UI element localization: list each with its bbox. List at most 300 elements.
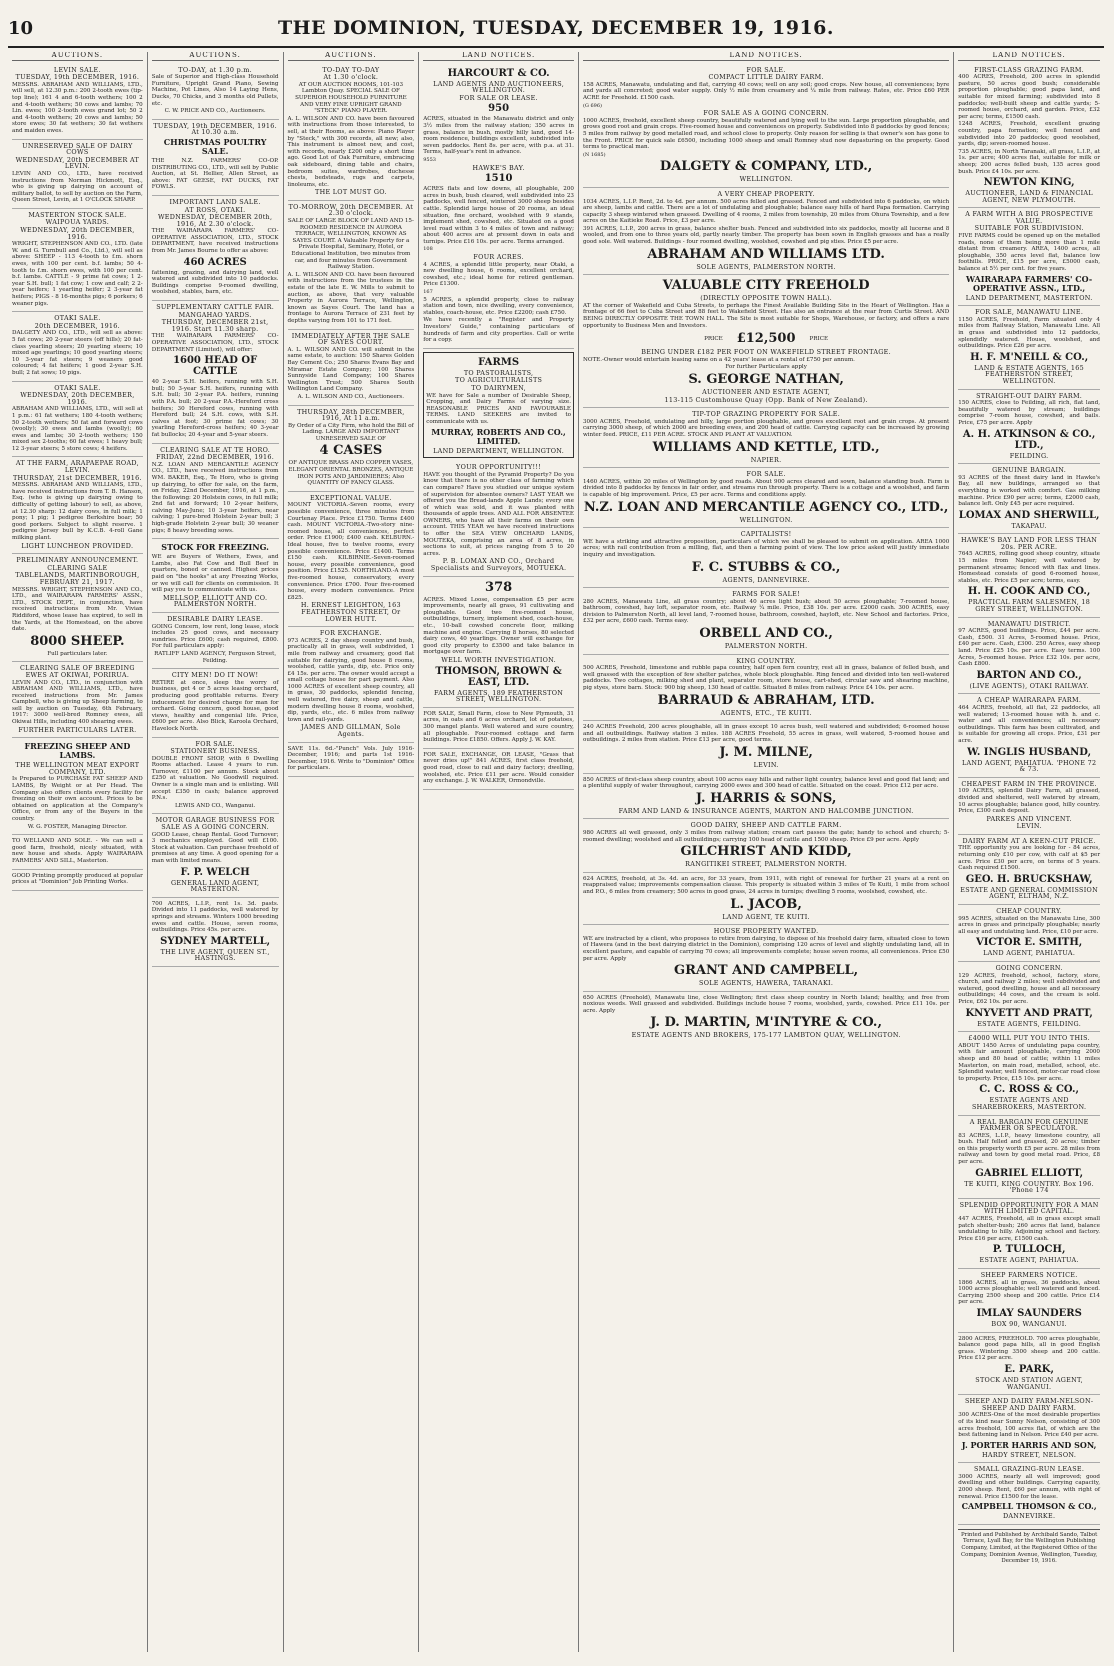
advert-title: A CHEAP WAIRARAPA FARM. xyxy=(977,696,1082,705)
advert-firm-sub: LEVIN. xyxy=(753,761,779,769)
advert-acres: 378 xyxy=(485,579,513,595)
advert-firm: J. PORTER HARRIS AND SON, xyxy=(961,1439,1097,1450)
advert-firm: N.Z. LOAN AND MERCANTILE AGENCY CO., LTD., xyxy=(583,499,949,515)
advert-title: YOUR OPPORTUNITY!!! xyxy=(456,463,542,472)
advert-title: STRAIGHT-OUT DAIRY FARM. xyxy=(976,391,1083,400)
advert-title: SUPPLEMENTARY CATTLE FAIR. xyxy=(156,303,275,312)
advert-body: 129 ACRES, freehold, school, factory, store, church, and railway 2 miles; well subdivided and watered, good dwelling, house and all necessary outbuildings; 44 cows, and the cream is sold. Price, £62 10s. per acre. xyxy=(958,972,1100,1005)
column-heading: LAND NOTICES. xyxy=(958,52,1100,61)
advert-small-farm xyxy=(12,835,143,869)
advert-firm: GRANT AND CAMPBELL, xyxy=(674,963,859,979)
advert-body: 150 ACRES, close to Feilding, all rich, flat land, beautifully watered by stream; buildings comprise 7-room house, cowshed, and bails. Price, £75 per acre. Apply xyxy=(958,400,1100,426)
advert-tail: Full particulars later. xyxy=(47,650,108,657)
advert-subtitle: SUITABLE FOR SUBDIVISION. xyxy=(974,224,1084,233)
advert-barraud xyxy=(583,655,949,722)
advert-firm: CAMPBELL THOMSON & CO., xyxy=(961,1501,1097,1512)
advert-firm-sub: LAND & ESTATE AGENTS, 165 FEATHERSTON STREET, WELLINGTON. xyxy=(974,363,1084,385)
advert-firm-sub: HARDY STREET, NELSON. xyxy=(982,1450,1077,1459)
advert-body: 735 ACRES, in North Taranaki, all grass, L.I.P., at 1s. per acre; 400 acres flat, suitable for milk or sheep; 200 acres felled bush, 135 acres good bush. Price £4 10s. per acre. xyxy=(958,148,1100,175)
advert-freezing xyxy=(12,738,143,835)
advert-note: NOTE.-Owner would entertain leasing same on a 42 years' lease at a rental of £750 per annum. xyxy=(582,356,855,363)
advert-arapaepae-farm xyxy=(12,457,143,554)
advert-body: 109 ACRES, splendid Dairy Farm, all grassed, divided and sheltered, well watered by stream, 10 acres ploughable; balance good, hilly country. Price, £300 cash deposit. xyxy=(958,788,1100,815)
advert-tulloch xyxy=(958,1199,1100,1269)
advert-masterton-stock xyxy=(12,209,143,312)
advert-title: WELL WORTH INVESTIGATION. xyxy=(441,655,557,664)
advert-firm: GILCHRIST AND KIDD, xyxy=(680,844,852,860)
price-value: £12,500 xyxy=(736,331,796,347)
advert-body: MESSRS. WRIGHT, STEPHENSON AND CO., LTD., and WAIRARAPA FARMERS' ASSN., LTD., STOCK DEPT., in conjunction, have received instructions from Mr. Vivian Riddiford, whose lease has expired, to sell in the Yards, at the Homestead, on the above date. xyxy=(12,586,143,633)
advert-milne xyxy=(583,721,949,773)
advert-shares xyxy=(288,330,415,406)
advert-firm-sub: LEVIN. xyxy=(1016,822,1042,831)
advert-body: 7645 ACRES, rolling good sheep country, situate 15 miles from Napier; well watered by permanent streams; fenced with flax and lines. Homestead consists of good 6-roomed house, stables, etc. Price £5 per acre; terms, easy. xyxy=(958,551,1100,584)
advert-body: DOUBLE FRONT SHOP, with 6 Dwelling Rooms attached. Lease 4 years to run. Turnover, £1100 per annum. Stock about £250 at valuation. No Goodwill required. Owner is a single man and is enlisting. Will accept £350 in cash; balance approved P.N.s. xyxy=(151,755,279,802)
advert-body: 240 ACRES Freehold, 200 acres ploughable, all in grass except 10 acres bush, well watered and subdivided; 6-roomed house and all outbuildings. Railway station 3 miles. 188 ACRES Freehold, 55 acres in grass, well watered, 5-roomed house and outbuildings. 2 miles from station. Price £13 per acre, good terms. xyxy=(582,724,950,744)
advert-body: DALGETY AND CO., LTD., will sell as above: 5 fat cows; 20 2-year steers (off hills); 20 fat-class yearling steers; 20 yearling steers; 10 mixed age yearlings; 10 good yearling steers; 10 3-year fat steers; 9 weaners good coloured; 4 fat heifers; 1 good 2-year S.H. bull; 2 fat sows; 10 pigs. xyxy=(12,330,143,376)
advert-body: 980 ACRES all well grassed, only 3 miles from railway station; cream cart passes the gate; handy to school and church; 5-roomed dwelling; woolshed and all outbuildings; carrying 100 head of cattle and 1500 sheep. Price £9 per acre. Apply xyxy=(582,829,950,843)
advert-date: THURSDAY, 28th DECEMBER, 1916, At 11 a.m. xyxy=(297,407,405,423)
advert-firm: H. F. M'NEILL & CO., xyxy=(970,351,1089,363)
advert-title: A VERY CHEAP PROPERTY. xyxy=(717,189,815,198)
advert-date: WEDNESDAY, 20th DECEMBER, 1916. xyxy=(20,391,135,406)
advert-headline: 4 CASES xyxy=(319,443,383,459)
advert-firm-sub: RANGITIKEI STREET, PALMERSTON NORTH. xyxy=(685,860,848,869)
advert-firm-sub: GENERAL LAND AGENT, MASTERTON. xyxy=(170,878,260,894)
advert-firm-address: 113-115 Customhouse Quay (Opp. Bank of New Zealand). xyxy=(664,395,868,404)
advert-title: A FARM WITH A BIG PROSPECTIVE VALUE. xyxy=(965,210,1094,225)
advert-firm-sub: FARM AND LAND & INSURANCE AGENTS, MARTON AND HALCOMBE JUNCTION. xyxy=(618,806,914,815)
advert-title: FOR SALE OR LEASE. xyxy=(459,93,538,102)
advert-antique-cases xyxy=(288,406,415,492)
advert-firm: DALGETY & COMPANY, LTD., xyxy=(659,159,873,175)
advert-title: AT THE FARM, ARAPAEPAE ROAD, LEVIN. xyxy=(15,459,139,475)
advert-rate: BEING UNDER £182 PER FOOT ON WAKEFIELD STREET FRONTAGE. xyxy=(641,348,891,357)
advert-firm-sub: (LIVE AGENTS), OTAKI RAILWAY. xyxy=(969,681,1089,690)
column-auctions-2 xyxy=(148,52,284,1652)
advert-firm-sub: NAPIER. xyxy=(750,455,782,464)
advert-household-sale xyxy=(152,64,279,120)
advert-firm-sub: ESTATE AGENTS, FEILDING. xyxy=(977,1019,1082,1028)
advert-signature: A. L. WILSON AND CO., Auctioneers. xyxy=(297,393,405,400)
advert-knyvett-pratt xyxy=(958,962,1100,1032)
advert-body: 1034 ACRES, L.I.P. Rent, 2d. to 4d. per annum. 500 acres felled and grassed. Fenced and subdivided into 6 paddocks, on which are sheep, lambs and cattle. There are a lot of undulating and ploughable; balance easy hills of hard Papa formation. Carrying capacity 3 sheep wintered when grassed. Dwelling of 4 rooms, 2 miles from township, 20 miles from Ohura Township, and a few acres on the Kaitieke Road. Price, £3 per acre. xyxy=(582,198,950,225)
advert-body: WE have for Sale a number of Desirable Sheep, Cropping, and Dairy Farms of varying size. REASONABLE PRICES AND FAVOURABLE TERMS. LAND SEEKERS are invited to communicate with us. xyxy=(426,392,571,425)
advert-body: 624 ACRES, freehold, at 3s. 4d. an acre, for 33 years, from 1911, with right of renewal for further 21 years at a rent on reappraised value; improvements compensation clause. This property is situated within 3 miles of Te Kuiti, 1 mile from school and P.O., 6 miles from creamery; 500 acres in good grass, 24 acres in turnips; dwelling 5 rooms, woolshed, cowshed, etc. xyxy=(582,875,950,895)
advert-stock-freezing xyxy=(152,539,279,613)
advert-otaki-abraham xyxy=(12,382,143,458)
advert-jacob xyxy=(583,873,949,925)
advert-title: CLEARING SALE AT TE HORO. xyxy=(160,445,271,454)
advert-firm: J. D. MARTIN, M'INTYRE & CO., xyxy=(650,1015,882,1031)
advert-title: CHEAP COUNTRY. xyxy=(996,907,1062,916)
advert-firm: C. C. ROSS & CO., xyxy=(979,1084,1080,1096)
advert-firm-sub: THE LIVE AGENT, QUEEN ST., HASTINGS. xyxy=(160,947,270,963)
advert-title: CITY MEN! DO IT NOW! xyxy=(171,671,259,680)
advert-title: FOR SALE. xyxy=(195,739,235,748)
advert-firm: H. H. COOK AND CO., xyxy=(967,586,1091,598)
advert-body: ACRES flats and low downs, all ploughable, 200 acres in bush, bush cleared, well subdivided into 23 paddocks, well fenced, wintered 3000 sheep besides cattle. Splendid large house of 20 rooms, an ideal situation, fine orchard, woolshed with 9 stands, implement shed, cowshed, etc. Situated on a good level road within 3 to 4 miles of town and railway; about 400 acres are at present down in oats and turnips. Price £16 10s. per acre. Terms arranged. xyxy=(423,186,574,245)
advert-firm-sub: BOX 90, WANGANUI. xyxy=(991,1319,1067,1328)
advert-stationery xyxy=(152,738,279,815)
advert-firm-sub: TAKAPAU. xyxy=(1011,521,1047,530)
advert-subtitle: CLEARING SALE xyxy=(47,563,108,572)
advert-body: SAVE 11s. 6d.-"Punch" Vols. July 1916-December, 1916; and parts 1st 1916-December, 1916. Write to "Dominion" Office for particulars. xyxy=(287,745,415,772)
advert-body: FIVE FARMS could be opened up on the metalled roads, none of them being more than 1 mile distant from creamery. AREA, 1400 acres, all ploughable, 350 acres level flat, balance low foothills. PRICE, £15 per acre, £5000 cash, balance at 5½ per cent. for five years. xyxy=(958,233,1100,273)
advert-piano-sale xyxy=(288,64,415,201)
advert-te-horo xyxy=(152,444,279,540)
advert-tail: FURTHER PARTICULARS LATER. xyxy=(18,725,137,734)
advert-firm-sub: DANNEVIRKE. xyxy=(1002,1512,1056,1521)
advert-date: TUESDAY, 19th DECEMBER, 1916. At 10.30 a.m. xyxy=(153,121,277,137)
advert-body: HAVE you thought of the Pyramid Property? Do you know that there is no other class of farming which can compare? Have you studied our unique system of supervision for absentee owners? LAST YEAR we offered you the Bread-lands Apple Lands; every one of which was sold, and it was planted with thousands of apple trees. AND ALL FOR ABSENTEE OWNERS, who have all their farms on their own account. THIS YEAR we have received instructions to offer the SEA VIEW ORCHARD LANDS, MOUTEKA, comprising an area of 8 acres, in sections to suit, at prices ranging from 5 to 20 acres. xyxy=(423,471,574,557)
advert-lead: AT OUR AUCTION ROOMS, 101-103 Lambton Quay. SPECIAL SALE OF SUPERIOR HOUSEHOLD FURNITURE AND VERY FINE UPRIGHT GRAND "STECK" PIANO PLAYER. xyxy=(295,81,407,115)
advert-title: SMALL GRAZING-RUN LEASE. xyxy=(974,1465,1085,1474)
advert-tail: 40 2-year S.H. heifers, running with S.H. bull; 50 3-year S.H. heifers, running with S.H. bull; 30 2-year P.A. heifers, running with P.A. bull; 20 2-year P.A.-Hereford cross heifers; 30 Hereford cows, running with Hereford bull; 24 S.H. cows, with S.H. calves at foot; 30 prime fat cows; 30 yearling Hereford-cross heifers; 40 3-year fat bullocks; 20 4-year and 5-year steers. xyxy=(151,379,279,438)
advert-williams-kettle xyxy=(583,408,949,468)
advert-body: 5 ACRES, a splendid property, close to railway station and town, nice dwelling, every convenience, stables, coach-house, etc. Price £2200; cash £750. xyxy=(423,296,574,316)
advert-body: 280 ACRES, Manawatu Line, all grass country; about 40 acres light bush; about 50 acres ploughable; 7-roomed house, bathroom, cowshed, hay loft, separator room, etc. Railway ¼ mile. Price, £38 10s. per acre. £2000 cash. 300 ACRES, easy division to Palmerston North, all level land, 7-roomed house, bathroom, cowshed, hayloft, etc. New School and factories. Price, £32 per acre, £600 cash. Terms easy. xyxy=(582,598,950,625)
advert-motor-garage xyxy=(152,814,279,897)
advert-ref: 108 xyxy=(423,246,433,253)
advert-firm-sub: LAND DEPARTMENT, WELLINGTON. xyxy=(433,446,565,455)
advert-atkinson xyxy=(958,390,1100,465)
advert-levin-sale xyxy=(12,64,143,140)
advert-body: LEVIN AND CO., LTD., in conjunction with ABRAHAM AND WILLIAMS, LTD., have received instructions from Mr. James Campbell, who is giving up Sheep farming, to sell by auction on Tuesday, 6th February, 1917: 3000 well-bred Romney ewes, all Okiwai Hills, including 400 shearing ewes. xyxy=(12,679,143,726)
advert-headline: CHRISTMAS POULTRY SALE. xyxy=(163,136,267,156)
advert-title: SPLENDID OPPORTUNITY FOR A MAN WITH LIMITED CAPITAL. xyxy=(959,1200,1099,1216)
advert-body: A. L. WILSON AND CO. have been favoured with instructions from those interested, to sell, at their Rooms, as above: Piano Player by "Steck," with 300 records, all new; also, This instrument is almost new, and cost, with records, nearly £200 only a short time ago. Good Lot of Oak Furniture, embracing oak sideboard, dining table and chairs, bedroom suites, wardrobes, duchesse chests, bedsteads, rugs and carpets, linoleums, etc. xyxy=(287,115,415,188)
advert-signature: W. G. FOSTER, Managing Director. xyxy=(27,823,127,830)
advert-body: 4 ACRES, a splendid little property, near Otaki, a new dwelling house, 6 rooms, excellent orchard, cowshed, etc.; ideal home for retired gentleman. Price £1300. xyxy=(423,261,574,288)
advert-subtitle: (DIRECTLY OPPOSITE TOWN HALL). xyxy=(700,294,832,303)
advert-firm: BARRAUD & ABRAHAM, LTD. xyxy=(657,692,875,708)
advert-firm: J. M. MILNE, xyxy=(719,745,813,760)
advert-body: 391 ACRES, L.I.P., 200 acres in grass, balance shelter bush. Fenced and subdivided into six paddocks, mostly all lucerne and 8 wooled, and from one to three years old, partly nearly timber. The property has been sown in English grasses and has a really good sole. Well watered. Buildings - four roomed dwelling, woolshed, cowshed and pig sties. Price £5 per acre. xyxy=(582,225,950,246)
advert-signature: C. W. PRICE AND CO., Auctioneers. xyxy=(164,108,266,115)
advert-body: OF ANTIQUE BRASS AND COPPER VASES, ELEGANT ORIENTAL BRONZES, ANTIQUE IRON POTS AND JARDINIERES; Also QUANTITY OF FANCY GLASS. xyxy=(288,460,414,487)
advert-body: 973 ACRES, 2 day sheep country and bush, practically all in grass, well subdivided, 1 mile from railway and creamery, good flat suitable for dairying, good house 8 rooms, woolshed, cattle yards, dip, etc. Price only £4 15s. per acre. The owner would accept a small cottage house for part payment. Also 1000 ACRES of excellent sheep country, all in grass, 30 paddocks, splendid fencing, well watered, five dairy, sheep and cattle, modern dwelling house 8 rooms, woolshed, dip, yards, etc., etc. 6 miles from railway town and rail-yards. xyxy=(287,637,415,723)
advert-harcourt xyxy=(423,64,574,349)
advert-signature: JAMES AND GILLMAN, Sole Agents. xyxy=(301,723,401,739)
advert-date: TUESDAY, 19th DECEMBER, 1916. xyxy=(15,73,140,82)
advert-body: 158 ACRES, Manawatu, undulating and flat, carrying 40 cows; well on any soil; good crops. New house, all conveniences; byre and yards all concreted; good water supply. Only ½ mile from creamery and ¼ mile from railway. Rates, etc. Price £60 PER ACRE for Freehold. £1500 cash. xyxy=(582,81,950,101)
advert-gabriel-elliott xyxy=(958,1116,1100,1199)
advert-line: TO AGRICULTURALISTS xyxy=(455,376,543,385)
advert-city-freehold xyxy=(583,275,949,408)
price-label: PRICE xyxy=(704,335,723,342)
advert-firm: IMLAY SAUNDERS xyxy=(976,1307,1082,1319)
advert-firm: WILLIAMS AND KETTLE, LTD., xyxy=(652,439,880,455)
masthead xyxy=(8,14,1104,48)
advert-title: DAIRY FARM AT A KEEN-CUT PRICE. xyxy=(962,836,1096,845)
advert-signature: P. B. LOMAX AND CO., Orchard Specialists and Surveyors, MOTUEKA. xyxy=(430,557,567,573)
advert-body: 1248 ACRES, Freehold, excellent grazing country, papa formation; well fenced and subdivided into 20 paddocks; good woolshed, yards, dip; seven-roomed house. xyxy=(958,121,1100,148)
advert-title: SHEEP AND DAIRY FARM-NELSON-SHEEP AND DAIRY FARM. xyxy=(964,1397,1094,1412)
advert-body: 850 ACRES of first-class sheep country, about 100 acres easy hills and rather light country, balance level and good flat land; and a plentiful supply of water throughout, carrying 2000 ewes and 300 head of cattle. Situated on the coast. Price £12 per acre. xyxy=(582,776,950,790)
advert-title: SHEEP FARMERS NOTICE. xyxy=(980,1271,1078,1279)
advert-otaki-dalgety xyxy=(12,312,143,381)
advert-acres: 950 xyxy=(488,103,510,115)
advert-cook xyxy=(958,534,1100,617)
advert-firm: E. PARK, xyxy=(1004,1363,1054,1375)
advert-body: 700 ACRES, L.I.P., rent 1s. 3d. pasts. Divided into 11 paddocks, well watered by springs and streams. Winters 1000 breeding ewes and cattle. House, seven rooms, outbuildings. Price 45s. per acre. xyxy=(151,900,279,934)
advert-title: HAWKE'S BAY. xyxy=(472,163,525,172)
advert-signature: MELLSOP, ELLIOTT AND CO. PALMERSTON NORTH. xyxy=(162,593,268,609)
advert-title: GOING CONCERN. xyxy=(995,964,1063,972)
advert-body: 83 ACRES, L.I.P., heavy limestone country, all bush. Half felled and grassed, 20 acres; timber on this property worth £5 per acre. 28 miles from railway and town by good metal road. Price, £8 per acre. xyxy=(958,1132,1100,1166)
advert-title: STOCK FOR FREEZING. xyxy=(161,542,269,553)
advert-title: IMPORTANT LAND SALE. xyxy=(169,197,261,206)
column-heading: LAND NOTICES. xyxy=(583,52,949,61)
advert-title: KING COUNTRY. xyxy=(736,656,796,665)
advert-bruckshaw xyxy=(958,835,1100,905)
advert-firm: GABRIEL ELLIOTT, xyxy=(975,1167,1084,1179)
advert-subtitle: At 1.30 o'clock. xyxy=(323,73,379,82)
advert-body: 3000 ACRES, Freehold, undulating and hilly, large portion ploughable, and grows excellent root and grain crops. At present carrying 3000 sheep, of which 2000 are breeding ewes, and 200 head of cattle. Carrying capacity can be increased by growing winter feed. PRICE, £11 PER ACRE. STOCK AND PLANT AT VALUATION. xyxy=(582,418,950,438)
column-land-notices-1 xyxy=(419,52,579,1652)
advert-title: IMMEDIATELY AFTER THE SALE OF SAYES COURT. xyxy=(291,331,410,347)
advert-title: FOR SALE, MANAWATU LINE. xyxy=(975,308,1084,317)
advert-body: WE are Buyers of Wethers, Ewes, and Lambs, also Fat Cow and Bull Beef in quarters, boned or canned. Highest prices paid on "the hooks" at any Freezing Works, or we will call for clients on commission. It will pay you to communicate with us. xyxy=(151,554,279,594)
advert-firm: W. INGLIS HUSBAND, xyxy=(967,746,1092,758)
advert-body: 93 ACRES of the finest dairy land in Hawke's Bay, all new buildings, arranged so that everything is worked with comfort. Gas milking machine. Price £90 per acre; terms, £2000 cash, balance left. Only £45 per acre required. xyxy=(958,474,1100,508)
advert-date: 20th DECEMBER, 1916. xyxy=(34,321,120,330)
advert-date: THURSDAY, 21st DECEMBER, 1916. xyxy=(12,473,142,482)
advert-poultry-sale xyxy=(152,120,279,196)
advert-ref: 167 xyxy=(423,289,433,296)
advert-firm-sub: LAND AGENTS AND AUCTIONEERS, WELLINGTON. xyxy=(433,79,565,95)
column-heading: AUCTIONS. xyxy=(12,52,143,61)
advert-body: 97 ACRES, good buildings. Price, £44 per acre. Cash, £500. 31 Acres, 5-roomed house. Price, £40 per acre. Cash, £300. 250 Acres, easy sheep land. Price £25 10s. per acre. Easy terms. 100 Acres, 5-roomed house. Price £32 10s. per acre, Cash £800. xyxy=(958,628,1100,668)
advert-date: WEDNESDAY, 20th DECEMBER, 1916. xyxy=(20,226,135,241)
advert-body: MOUNT VICTORIA.-Seven rooms, every possible convenience, three minutes from Courtenay Place. Price £1750. Terms £400 cash. MOUNT VICTORIA.-Two-story nine-roomed house, all conveniences, perfect order. Price £1900; £400 cash. KELBURN.-Ideal house, five to twelve rooms, every possible convenience. Price £1400. Terms £150 cash. KILBIRNIE.-Seven-roomed house, every possible convenience, good position. Price £1525. NORTHLAND.-A most five-roomed house, conservatory, every convenience. Price £700. Four five-roomed house, every modern convenience. Price £825. xyxy=(287,502,415,601)
advert-title: CHEAPEST FARM IN THE PROVINCE. xyxy=(961,779,1097,788)
advert-firm-sub: WELLINGTON. xyxy=(739,515,793,524)
advert-firm-sub: LAND AGENT, PAHIATUA. 'PHONE 72 & 73. xyxy=(961,758,1097,774)
advert-title: MASTERTON STOCK SALE. xyxy=(28,210,127,219)
advert-body: 1000 ACRES, freehold, excellent sheep country, beautifully watered and lying well to the sun. Large proportion ploughable, and grows good root and grain crops. Five-roomed house and conveniences on property. Subdivided into 8 paddocks by good fences; 5 miles from railway by good metalled road, and school close to property. Only reason for selling is that owner's son has gone to the Front. PRICE for quick sale £6500, including 1000 sheep and small Romney stud now depasturing on the property. Good terms to practical man. xyxy=(582,117,950,151)
advert-body: Is Prepared to PURCHASE FAT SHEEP AND LAMBS, By Weight or at Per Head. The Company also offers clients every facility for freezing on their own account. Prices to be obtained on application at the Company's Office, or from any of the Buyers in the country. xyxy=(12,776,143,822)
advert-firm: SYDNEY MARTELL, xyxy=(160,935,271,947)
advert-title: TO-DAY TO-DAY xyxy=(322,65,380,74)
advert-firm-sub: SOLE AGENTS, PALMERSTON NORTH. xyxy=(696,262,836,271)
advert-subtitle: STATIONERY BUSINESS. xyxy=(170,747,260,756)
advert-body: 650 ACRES (Freehold), Manawatu line, close Wellington; first class sheep country in North Island; healthy, and free from noxious weeds. Well grassed and subdivided. Buildings include house 7 rooms, woolshed, yards, cowshed. Price £11 10s. per acre. Apply xyxy=(582,994,950,1014)
advert-firm: MURRAY, ROBERTS AND CO., LIMITED. xyxy=(431,426,566,446)
advert-title: EXCEPTIONAL VALUE. xyxy=(310,493,392,502)
advert-body: MESSRS. ABRAHAM AND WILLIAMS, LTD., have received instructions from T. B. Hanson, Esq. (who is giving up dairying owing to difficulty of getting labour) to sell, as above, at 12.30 sharp: 12 dairy cows, in full milk; 1 pony; 1 pig; 1 pedigree Berkshire boar; 50 good porkers. Subject to slight reserve. 1 pedigree Jersey bull by K.C.B. 4-roll Gane milking plant. xyxy=(12,482,143,541)
advert-title: TIP-TOP GRAZING PROPERTY FOR SALE. xyxy=(692,410,841,419)
advert-firm-sub: LAND DEPARTMENT, MASTERTON. xyxy=(965,293,1093,302)
advert-printing xyxy=(12,870,143,891)
advert-firm-sub: PALMERSTON NORTH. xyxy=(724,642,808,651)
advert-body: ABRAHAM AND WILLIAMS, LTD., will sell at 1 p.m.: 61 fat wethers; 180 4-tooth wethers; 50 2-tooth wethers; 50 fat and forward cows (woolly); 30 ewes and lambs (woolly); 60 ewes and lambs; 30 2-tooth wethers; 150 mixed sex 2-tooths; 60 fat ewes; 1 heavy bull; 12 3-year steers; 5 store cows; 4 heifers. xyxy=(12,406,143,452)
advert-body: 1866 ACRES, all in grass, 36 paddocks, about 1000 acres ploughable; well watered and fenced. Carrying 2500 sheep and 200 cattle. Price £14 per acre. xyxy=(958,1279,1100,1306)
advert-body: 464 ACRES, freehold, all flat, 22 paddocks, all well watered; 13-roomed house with h. and c. water and all conveniences; all necessary outbuildings. This farm has been cultivated, and is suitable for growing all crops. Price, £31 per acre. xyxy=(958,704,1100,744)
advert-headline: 460 ACRES xyxy=(183,256,247,268)
advert-body: A. L. WILSON AND CO. have been favoured with instructions from the trustees in the estate of the late E. W. Mills to submit to auction, as above, that very valuable Property in Aurora Terrace, Wellington, known as Sayes Court. The land has a frontage to Aurora Terrace of 231 feet by depths varying from 101 to 171 feet. xyxy=(287,271,415,324)
advert-harris xyxy=(583,774,949,820)
newspaper-title: THE DOMINION, TUESDAY, DECEMBER 19, 1916. xyxy=(277,17,835,39)
advert-body: THE WAIRARAPA FARMERS' CO-OPERATIVE ASSOCIATION, LTD., STOCK DEPARTMENT (Limited), will offer: xyxy=(151,333,279,353)
column-auctions-1 xyxy=(8,52,148,1652)
advert-line: TO PASTORALISTS, xyxy=(463,368,534,377)
advert-victor-smith xyxy=(958,905,1100,962)
advert-tail: fattening, grazing, and dairying land, well watered and subdivided into 10 paddocks. Buildings comprise 9-roomed dwelling, woolshed, stables, barn, etc. xyxy=(151,269,279,296)
advert-orbell xyxy=(583,588,949,655)
advert-firm: HARCOURT & CO. xyxy=(447,67,550,79)
advert-title: GOOD DAIRY, SHEEP AND CATTLE FARM. xyxy=(690,821,842,830)
column-land-notices-2 xyxy=(579,52,954,1652)
advert-firm: LOMAX AND SHERWILL, xyxy=(958,509,1100,521)
price-label: PRICE xyxy=(809,335,829,342)
advert-signature: RATLIFF LAND AGENCY, Ferguson Street, Feilding. xyxy=(154,650,277,664)
advert-okiwai-ewes xyxy=(12,662,143,738)
advert-firm: ORBELL AND CO., xyxy=(699,626,833,642)
advert-body: TO WELLAND AND SOLE. - We can sell a good farm, freehold, nicely situated, with new house and sheds. Apply WAIRARAPA FARMERS' AND SILL, Masterton. xyxy=(12,838,143,864)
advert-body: 1460 ACRES, within 20 miles of Wellington by good roads. About 900 acres cleared and sown, balance standing bush. Farm is divided into 8 paddocks by fences in fair order, and streams run through property. There is a cottage and a woolshed, and farm is capable of big improvement. Price, £5 per acre. Terms and conditions apply. xyxy=(582,478,950,498)
advert-body: 447 ACRES, Freehold, all in grass except small patch shelter-bush; 260 acres flat land, balance undulating to hilly. Adjoining school and factory. Price £16 per acre, £1500 cash. xyxy=(958,1216,1100,1242)
advert-title: £4000 WILL PUT YOU INTO THIS. xyxy=(968,1034,1090,1043)
advert-parkes-vincent xyxy=(958,778,1100,835)
advert-body: THE N.Z. FARMERS' CO-OP. DISTRIBUTING CO., LTD., will sell by Public Auction, at St. Hellier, Allen Street, as above: FAT GEESE, FAT DUCKS, FAT FOWLS. xyxy=(151,157,279,191)
advert-body: GOING Concern, low rent, long lease, stock includes 25 good cows, and necessary sundries. Price £600; cash required, £800. For full particulars apply: xyxy=(151,623,279,650)
advert-ref: 9553 xyxy=(423,156,436,163)
advert-firm-sub: ESTATE AND GENERAL COMMISSION AGENT, ELTHAM, N.Z. xyxy=(960,885,1098,901)
advert-dalgety xyxy=(583,64,949,188)
advert-firm-sub: AUCTIONEER AND ESTATE AGENT, xyxy=(702,388,831,396)
advert-imlay-saunders xyxy=(958,1269,1100,1333)
advert-firm-sub: ESTATE AGENTS AND SHAREBROKERS, MASTERTON. xyxy=(971,1096,1087,1111)
advert-title: MOTOR GARAGE BUSINESS FOR SALE AS A GOING CONCERN. xyxy=(155,816,275,832)
advert-title: OTAKI SALE. xyxy=(54,314,101,323)
advert-title: OTAKI SALE. xyxy=(54,383,101,392)
advert-title: FREEZING SHEEP AND LAMBS. xyxy=(24,741,131,761)
advert-date: FRIDAY, 22nd DECEMBER, 1916. xyxy=(156,453,275,462)
advert-subtitle: WAIPOUA YARDS. xyxy=(45,218,110,227)
advert-sayes-court xyxy=(288,201,415,330)
advert-body: 500 ACRES, Freehold, limestone and rubble papa country, half open fern country, rest all in grass, balance of felled bush, and well grassed with the exception of few shelter patches, whole block ploughable. Ring fenced and divided into ten well-watered paddocks. Two cottages, milking shed and plant, separator room, store house, cart-shed, circular saw and shearing machine, pig styes, store barn. Stock: 900 big sheep, 130 head of cattle. Situated 8 miles from railway. Price £4 10s. per acre. xyxy=(582,665,950,692)
advert-place: TABLELANDS, MARTINBOROUGH, FEBRUARY 21, 1917. xyxy=(15,571,140,586)
advert-firm: PARKES AND VINCENT. xyxy=(986,814,1072,823)
advert-body: FOR SALE, EXCHANGE, OR LEASE, "Grass that never dries up!" 841 ACRES, first class freehold, good road, close to rail and dairy factory; dwelling, woolshed, etc. Price £11 per acre. Would consider any exchange. J. W. WALKER, Ormondville. xyxy=(423,751,574,785)
imprint: Printed and Published by Archibald Sando, Talbot Terrace, Lyall Bay, for the Wellington Publishing Company, Limited, at the Registered Office of the Company, Dominion Avenue, Wellington, Tuesday, December 19, 1916. xyxy=(958,1529,1100,1565)
advert-subtitle: COMPACT LITTLE DAIRY FARM. xyxy=(708,73,824,82)
advert-body: N.Z. LOAN AND MERCANTILE AGENCY CO., LTD., have received instructions from WM. BAKER, Esq., Te Horo, who is giving up dairying, to offer for sale, on the farm, on Friday, 22nd December, 1916, at 1 p.m., the following: 20 Holstein cows, in full milk; 2nd fat and forward; 10 2-year heifers, calving May-June; 10 3-year heifers, near calving; 1 pure-bred Holstein 2-year bull; 3 high-grade Holstein 2-year bull; 30 weaner pigs; 8 heavy breeding sows. xyxy=(151,461,279,534)
advert-body: A. L. WILSON AND CO. will submit in the same estate, to auction: 150 Shares Golden Bay Cement Co.; 250 Shares Evans Bay and Miramar Estate Company; 100 Shares Sunnyside Land Company; 100 Shares Wellington Trust; 500 Shares South Wellington Land Company. xyxy=(287,346,415,393)
advert-gilchrist xyxy=(583,819,949,872)
advert-body: 1150 ACRES, Freehold, Farm situated only 4 miles from Railway Station, Manawatu Line. All in grass and subdivided into 12 paddocks, splendidly watered. House, woolshed, and outbuildings. Price £26 per acre. xyxy=(958,316,1100,350)
advert-grant-campbell xyxy=(583,925,949,992)
advert-firm-sub: WELLINGTON. xyxy=(739,175,793,184)
advert-tail: THE LOT MUST GO. xyxy=(315,188,387,197)
advert-body: ABOUT 1450 Acres of undulating papa country, with fair amount ploughable, carrying 2000 sheep and 80 head of cattle; within 11 miles Masterton, on main road, metalled, school, etc. Splendid water, well fenced, motor-car road close to property. Price, £15 10s. per acre. xyxy=(958,1042,1100,1082)
advert-firm-sub: FEILDING. xyxy=(1009,451,1049,460)
advert-title: FARMS xyxy=(478,356,520,368)
advert-body: 300 ACRES-One of the most desirable properties of its kind near Sunny Nelson, consisting of 300 acres freehold, 100 acres flat, of which are the best fattening land in Nelson. Price £40 per acre. xyxy=(958,1412,1100,1439)
advert-martin-mintyre xyxy=(583,992,949,1043)
advert-body: LEVIN AND CO., LTD., have received instructions from Norman Hickmott, Esq., who is giving up dairying on account of military ballot, to sell by auction on the Farm, Queen Street, Levin, at 1 O'CLOCK SHARP. xyxy=(12,170,143,204)
advert-firm-sub: SOLE AGENTS, HAWERA, TARANAKI. xyxy=(699,979,834,988)
advert-date: WEDNESDAY, DECEMBER 20th, 1916, At 2.30 o'clock. xyxy=(157,213,273,228)
advert-lead: SALE OF LARGE BLOCK OF LAND AND 15-ROOMED RESIDENCE IN AURORA TERRACE, WELLINGTON, KNOWN AS SAYES COURT. A Valuable Property for a Private Hospital, Seminary, Hotel, or Educational Institution, two minutes from car, and four minutes from Government Railway Station. xyxy=(287,218,414,271)
advert-land-sale-otaki xyxy=(152,196,279,301)
advert-apply: For further Particulars apply xyxy=(725,364,807,371)
advert-title: FARMS FOR SALE! xyxy=(732,590,800,599)
advert-body: Sale of Superior and High-class Household Furniture, Upright Grand Piano, Sewing Machine, Pot Lines, Also 14 Laying Hens, Ducks, 70 Chicks, and 3 months old Pullets, etc. xyxy=(151,74,279,107)
advert-title: CAPITALISTS! xyxy=(740,530,792,539)
column-heading: AUCTIONS. xyxy=(152,52,279,61)
advert-firm: NEWTON KING, xyxy=(983,177,1075,189)
advert-cattle-fair xyxy=(152,301,279,444)
advert-dairy-cows xyxy=(12,140,143,209)
advert-firm-sub: AGENTS, ETC., TE KUITI. xyxy=(720,708,812,717)
advert-body: FOR SALE, Small Farm, close to New Plymouth, 31 acres, in oats and 6 acres orchard, lot of potatoes, 300 mangel plants. Well watered and sure country, all ploughable. Four-roomed cottage and farm buildings. Price £1850. Offers. Apply J. W. KAY. xyxy=(423,710,574,744)
advert-title: FOR EXCHANGE. xyxy=(319,629,382,638)
advert-body: GOOD Lease, cheap Rental. Good Turnover; 3 mechanics employed. Good will £100. Stock at valuation. Can purchase freehold of premises at any time. A good opening for a man with limited means. xyxy=(151,831,279,864)
advert-opportunity xyxy=(423,461,574,577)
advert-city-men xyxy=(152,669,279,737)
advert-firm: J. HARRIS & SONS, xyxy=(695,790,837,806)
column-auctions-3 xyxy=(284,52,420,1652)
page-number: 10 xyxy=(8,17,34,39)
advert-841-acres xyxy=(423,749,574,790)
advert-firm-sub: AUCTIONEER, LAND & FINANCIAL AGENT, NEW PLYMOUTH. xyxy=(965,189,1093,204)
advert-firm-sub: AGENTS, DANNEVIRKE. xyxy=(722,575,810,584)
advert-body: ACRES. Mixed Loose, compensation £5 per acre improvements, nearly all grass, 91 cultivating and ploughable. Good two five-roomed house, outbuildings, turnery, implement shed, coach-house, etc., 10-ball cowshed concrete floor, milking machine and engine. Carrying 8 horses, 80 selected dairy cows, 40 yearlings. Owner will exchange for good city property to £3500 and take balance in mortgage over farm. xyxy=(423,596,574,656)
advert-title: FOR SALE. xyxy=(746,470,786,479)
advert-body: ACRES, situated in the Manawatu district and only 3½ miles from the railway station; 350 acres in grass, balance in bush, mostly hilly land, good 14-room residence, buildings excellent, subdivided into seven paddocks. Rent 8s. per acre, with p.a. at 31. Terms, half-year's rent in advance. xyxy=(423,116,574,156)
advert-barton xyxy=(958,618,1100,695)
advert-signature: H. ERNEST LEIGHTON, 163 FEATHERSTON STREET, Or LOWER HUTT. xyxy=(300,601,401,623)
advert-wairarapa-farmers xyxy=(958,208,1100,306)
advert-firm: S. GEORGE NATHAN, xyxy=(688,372,844,387)
advert-body: THE opportunity you are looking for - 84 acres, returning only £10 per cow, with calf at $5 per acre. Price £30 per acre, on terms of 5 years. Cash required £1500. xyxy=(958,845,1100,872)
advert-porter-harris xyxy=(958,1395,1100,1463)
advert-clearing-tablelands xyxy=(12,554,143,662)
advert-firm-sub: LAND AGENT, PAHIATUA. xyxy=(983,949,1076,958)
advert-title: GENUINE BARGAIN. xyxy=(992,466,1067,475)
advert-title: UNRESERVED SALE OF DAIRY COWS xyxy=(22,141,133,157)
advert-acres: 1510 xyxy=(484,173,513,185)
advert-small-farm-np xyxy=(423,708,574,749)
advert-firm: A. H. ATKINSON & CO., LTD., xyxy=(962,428,1096,451)
advert-date: TO-MORROW, 20th DECEMBER. At 2.30 o'clock. xyxy=(288,202,414,218)
advert-title: TO-DAY, at 1.30 p.m. xyxy=(178,65,252,74)
advert-punch xyxy=(288,743,415,777)
advert-date: WEDNESDAY, 20th DECEMBER AT LEVIN. xyxy=(15,155,140,171)
column-land-notices-3 xyxy=(954,52,1104,1652)
advert-title: PRELIMINARY ANNOUNCEMENT. xyxy=(16,556,139,565)
advert-abraham-williams xyxy=(583,188,949,275)
advert-murray-roberts xyxy=(423,352,574,458)
advert-firm: F. P. WELCH xyxy=(180,866,250,878)
advert-park xyxy=(958,1333,1100,1396)
advert-body: WRIGHT, STEPHENSON AND CO., LTD. (late W. and G. Turnbull and Co., Ltd.), will sell as above: SHEEP - 113 4-tooth to f.m. shorn ewes, with 100 per cent. b.f. lambs; 50 4-tooth to f.m. shorn ewes, with 100 per cent. b.f. lambs. CATTLE - 9 prime fat cows; 1 2-year S.H. bull; 1 fat cow; 1 cow and calf; 2 2-year heifers; 1 yearling heifer; 2 3-year fat heifers; PIGS - 8 16-months pigs; 6 porkers; 6 weaner pigs. xyxy=(12,241,143,307)
advert-title: DESIRABLE DAIRY LEASE. xyxy=(167,615,264,623)
advert-title: HOUSE PROPERTY WANTED. xyxy=(713,927,819,936)
advert-firm-sub: STOCK AND STATION AGENT, WANGANUI. xyxy=(975,1375,1083,1391)
advert-headline: 1600 HEAD OF CATTLE xyxy=(173,355,258,378)
advert-title: MANAWATU DISTRICT. xyxy=(987,619,1071,628)
advert-title: FOUR ACRES. xyxy=(473,253,524,262)
advert-body: MESSRS. ABRAHAM AND WILLIAMS, LTD., will sell, at 12.30 p.m.: 200 2-tooth ewes (tip-top line); 161 4 and 6-tooth wethers; 100 2 and 4-tooth wethers; 50 cows and lambs; 70 Lin. ewes; 100 2-tooth ewes grand lot; 50 2 and 4-tooth wethers; 20 cows and lambs; 50 store ewes; 30 fat wethers; 30 fat wethers and maiden ewes. xyxy=(12,81,143,134)
advert-body: 995 ACRES, situated on the Manawatu Line, 300 acres in grass and principally ploughable; nearly all easy and undulating land. Price, £10 per acre. xyxy=(958,915,1100,935)
price-block xyxy=(583,332,949,346)
advert-signature: LEWIS AND CO., Wanganui. xyxy=(174,802,256,809)
advert-mneill xyxy=(958,306,1100,389)
